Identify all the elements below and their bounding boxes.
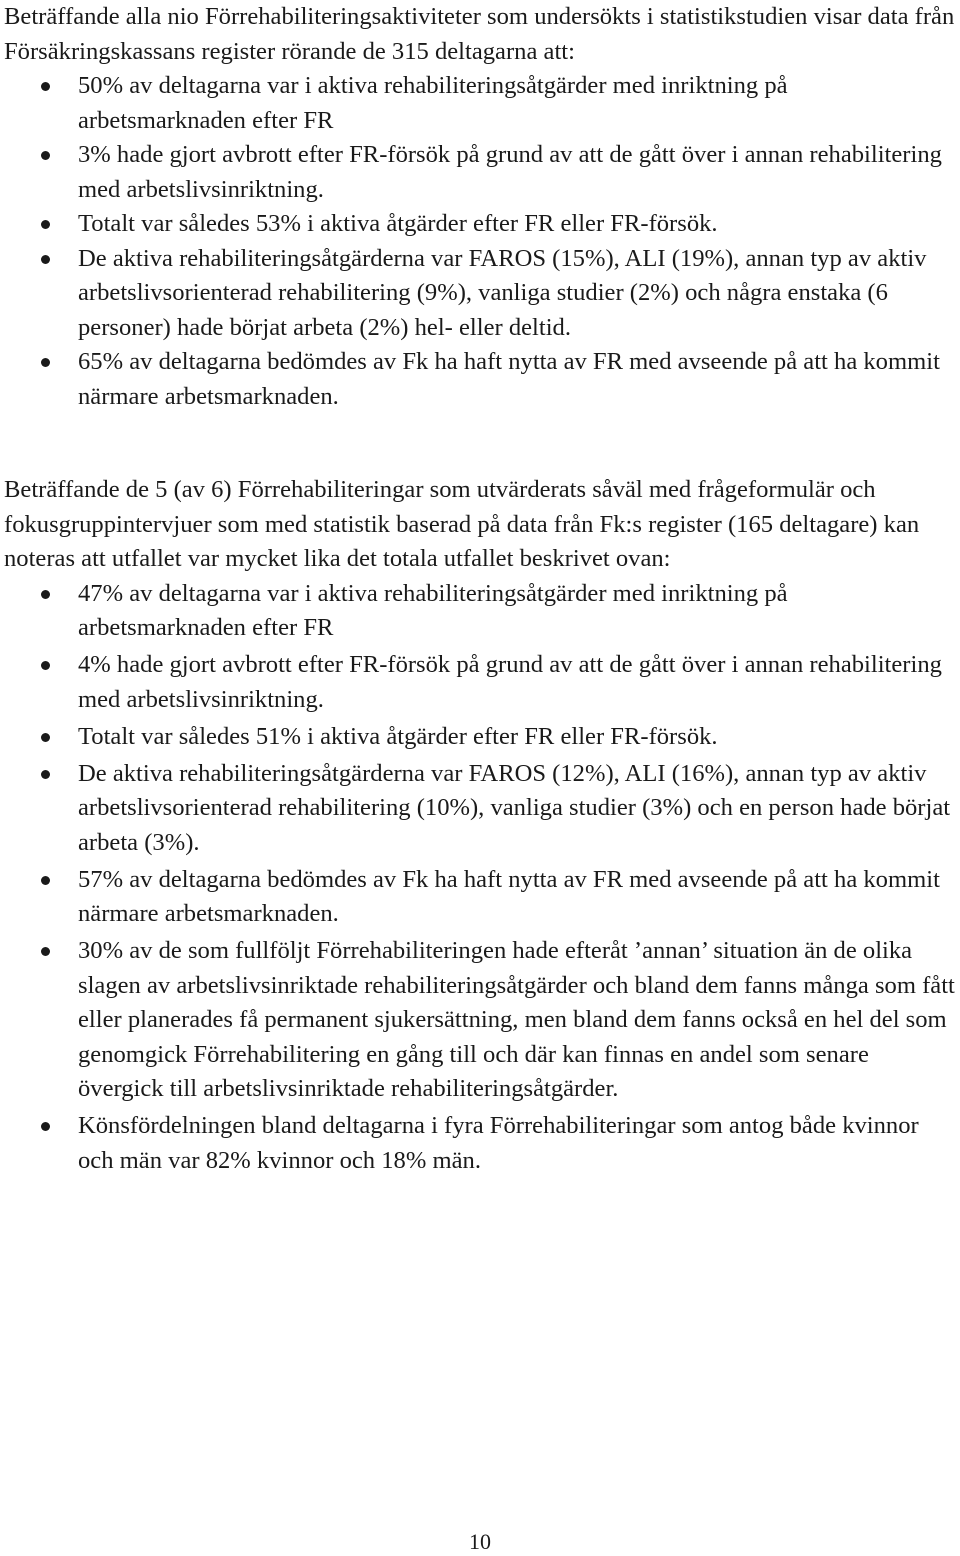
bullet-item — [4, 345, 960, 414]
bullet-icon — [41, 770, 50, 779]
bullet-text: 30% av de som fullföljt Förrehabiliteringen hade efteråt ’annan’ situation än de olika slagen av arbetslivsinriktade rehabiliteringsåtgärder och bland dem fanns många som fått eller planerades få permanent sjukersättning, men bland dem fanns också en hel del som genomgick Förrehabilitering en gång till och där kan finnas en andel som senare övergick till arbetslivsinriktade rehabiliteringsåtgärder. — [78, 937, 955, 1102]
bullet-icon — [41, 255, 50, 264]
bullet-item — [4, 863, 960, 932]
bullet-item — [4, 138, 960, 207]
bullet-text: 3% hade gjort avbrott efter FR-försök på grund av att de gått över i annan rehabilitering med arbetslivsinriktning. — [78, 141, 942, 203]
bullet-icon — [41, 358, 50, 367]
bullet-icon — [41, 590, 50, 599]
bullet-icon — [41, 661, 50, 670]
bullet-item — [4, 757, 960, 861]
bullet-icon — [41, 151, 50, 160]
bullet-item — [4, 1109, 960, 1178]
bullet-text: Könsfördelningen bland deltagarna i fyra Förrehabiliteringar som antog både kvinnor och män var 82% kvinnor och 18% män. — [78, 1112, 919, 1174]
bullet-text: 65% av deltagarna bedömdes av Fk ha haft nytta av FR med avseende på att ha kommit närmare arbetsmarknaden. — [78, 348, 940, 410]
bullet-text: Totalt var således 51% i aktiva åtgärder efter FR eller FR-försök. — [78, 722, 718, 750]
bullet-icon — [41, 1122, 50, 1131]
section-five-of-six — [4, 473, 960, 1181]
section-statistics-all-nine — [4, 0, 960, 414]
bullet-text: 57% av deltagarna bedömdes av Fk ha haft nytta av FR med avseende på att ha kommit närmare arbetsmarknaden. — [78, 865, 940, 927]
bullet-text: 47% av deltagarna var i aktiva rehabiliteringsåtgärder med inriktning på arbetsmarknaden efter FR — [78, 579, 788, 641]
section-intro-paragraph: Beträffande de 5 (av 6) Förrehabiliteringar som utvärderats såväl med frågeformulär och fokusgruppintervjuer som med statistik baserad på data från Fk:s register (165 deltagare) kan noteras att utfallet var mycket lika det totala utfallet beskrivet ovan: — [4, 476, 920, 572]
bullet-text: De aktiva rehabiliteringsåtgärderna var FAROS (12%), ALI (16%), annan typ av aktiv arbetslivsorienterad rehabilitering (10%), vanliga studier (3%) och en person hade börjat arbeta (3%). — [78, 759, 951, 856]
bullet-text: Totalt var således 53% i aktiva åtgärder efter FR eller FR-försök. — [78, 210, 718, 237]
bullet-text: 4% hade gjort avbrott efter FR-försök på grund av att de gått över i annan rehabilitering med arbetslivsinriktning. — [78, 651, 942, 713]
bullet-list — [4, 577, 960, 1179]
bullet-item — [4, 720, 960, 755]
bullet-icon — [41, 82, 50, 91]
bullet-icon — [41, 876, 50, 885]
bullet-list — [4, 69, 960, 414]
bullet-icon — [41, 947, 50, 956]
bullet-item — [4, 69, 960, 138]
bullet-item — [4, 648, 960, 717]
bullet-item — [4, 207, 960, 242]
bullet-item — [4, 934, 960, 1107]
bullet-item — [4, 242, 960, 346]
bullet-item — [4, 577, 960, 646]
section-intro-paragraph: Beträffande alla nio Förrehabiliteringsaktiviteter som undersökts i statistikstudien visar data från Försäkringskassans register rörande de 315 deltagarna att: — [4, 3, 955, 65]
bullet-icon — [41, 733, 50, 742]
bullet-text: De aktiva rehabiliteringsåtgärderna var FAROS (15%), ALI (19%), annan typ av aktiv arbetslivsorienterad rehabilitering (9%), vanliga studier (2%) och några enstaka (6 personer) hade börjat arbeta (2%) hel- eller deltid. — [78, 244, 927, 341]
bullet-icon — [41, 220, 50, 229]
bullet-text: 50% av deltagarna var i aktiva rehabiliteringsåtgärder med inriktning på arbetsmarknaden efter FR — [78, 72, 788, 134]
page-number: 10 — [469, 1529, 491, 1554]
